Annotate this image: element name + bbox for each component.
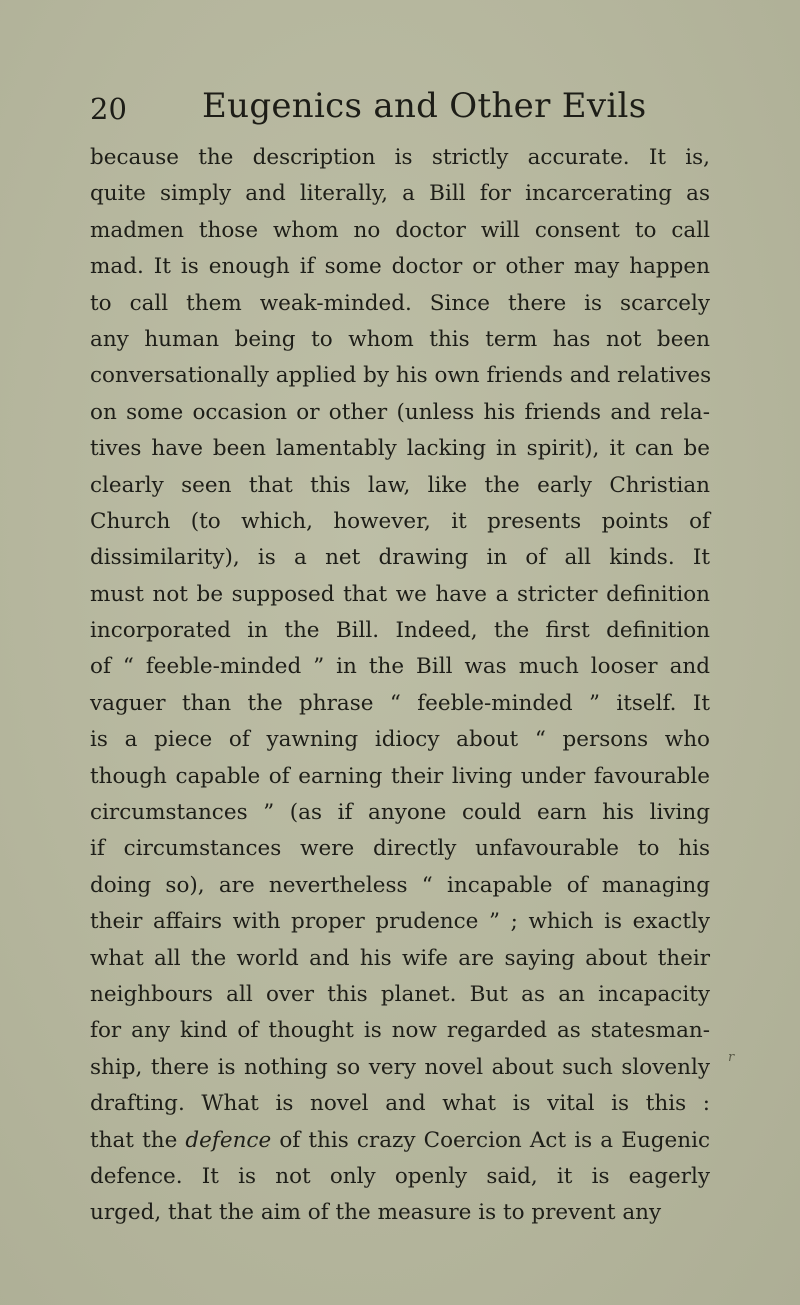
text-line: drafting. What is novel and what is vital is this :	[90, 1091, 710, 1117]
text-line: quite simply and literally, a Bill for incarcerating as	[90, 181, 710, 207]
text-line: defence. It is not only openly said, it is eagerly	[90, 1163, 710, 1189]
text-line: because the description is strictly accurate. It is,	[90, 145, 710, 170]
text-line: clearly seen that this law, like the early Christian	[90, 472, 710, 498]
text-line: neighbours all over this planet. But as an incapacity	[90, 981, 710, 1007]
text-line: doing so), are nevertheless “ incapable of managing	[90, 872, 710, 898]
text-line: ship, there is nothing so very novel about such slovenly	[90, 1054, 710, 1080]
text-line-with-emphasis	[90, 1123, 710, 1159]
text-line: vaguer than the phrase “ feeble-minded ” itself. It	[90, 690, 710, 716]
text-line: for any kind of thought is now regarded as statesman-	[90, 1018, 710, 1044]
text-line: to call them weak-minded. Since there is scarcely	[90, 290, 710, 316]
margin-mark: r	[728, 1050, 735, 1065]
text-line: is a piece of yawning idiocy about “ persons who	[90, 727, 710, 753]
text-line: mad. It is enough if some doctor or other may happen	[90, 254, 710, 280]
text-line: tives have been lamentably lacking in spirit), it can be	[90, 436, 710, 462]
text-line: Church (to which, however, it presents points of	[90, 508, 710, 534]
page-number: 20	[90, 92, 127, 126]
text-line: circumstances ” (as if anyone could earn his living	[90, 800, 710, 826]
text-line: if circumstances were directly unfavourable to his	[90, 836, 710, 862]
text-line: incorporated in the Bill. Indeed, the first definition	[90, 618, 710, 644]
text-line: any human being to whom this term has not been	[90, 326, 710, 352]
text-line: madmen those whom no doctor will consent to call	[90, 217, 710, 243]
text-line: their affairs with proper prudence ” ; which is exactly	[90, 909, 710, 935]
text-line: what all the world and his wife are saying about their	[90, 945, 710, 971]
emphasis-defence: defence	[185, 1127, 272, 1153]
text-line: on some occasion or other (unless his friends and rela-	[90, 399, 710, 425]
text-line: must not be supposed that we have a stricter definition	[90, 581, 710, 607]
running-title: Eugenics and Other Evils	[202, 86, 647, 126]
page-header	[0, 82, 800, 138]
line-text: that the	[90, 1127, 186, 1153]
text-line: of “ feeble-minded ” in the Bill was much looser and	[90, 654, 710, 680]
text-line: though capable of earning their living under favourable	[90, 763, 710, 789]
text-line: urged, that the aim of the measure is to prevent any	[90, 1200, 662, 1226]
line-text: of this crazy Coercion Act is a Eugenic	[271, 1127, 710, 1153]
text-line: conversationally applied by his own friends and relatives	[90, 363, 712, 389]
text-line: dissimilarity), is a net drawing in of all kinds. It	[90, 545, 710, 571]
body-text	[90, 140, 710, 1232]
